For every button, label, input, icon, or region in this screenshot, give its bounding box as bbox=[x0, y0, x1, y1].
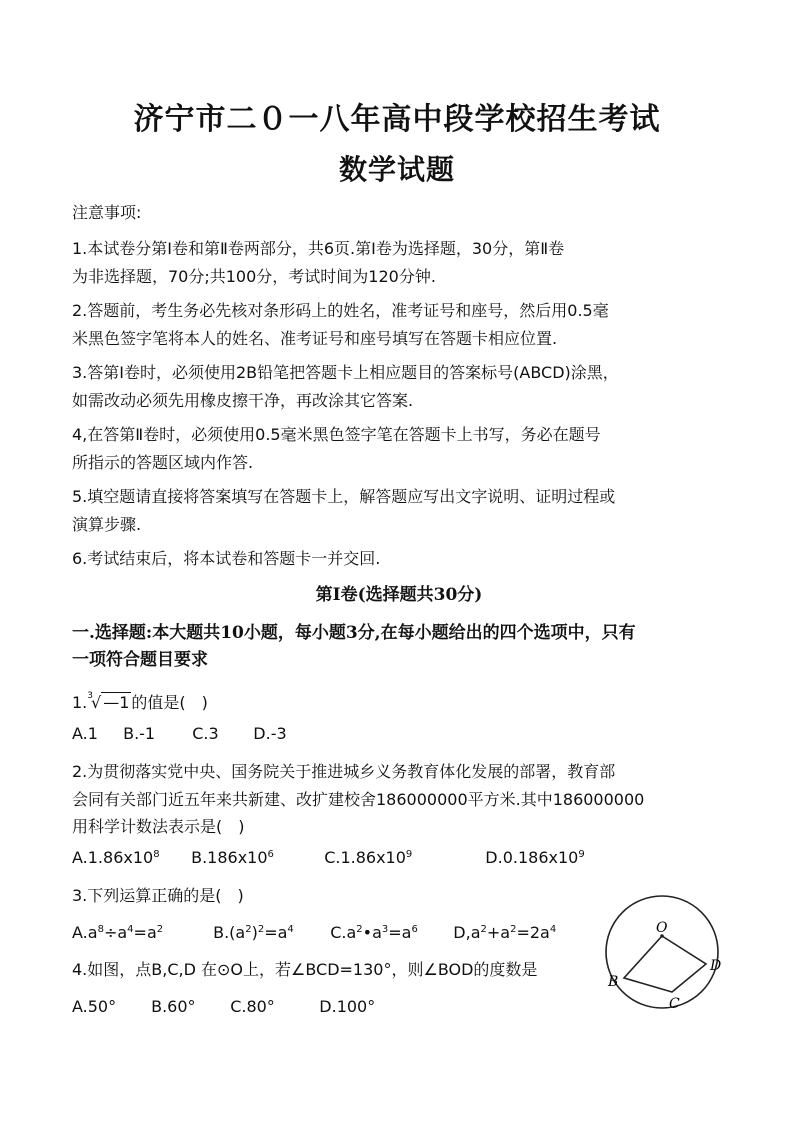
radicand: —1 bbox=[103, 693, 130, 712]
q3-option-c[interactable]: C.a2•a3=a6 bbox=[330, 917, 448, 948]
q3-a-part-3: =a bbox=[133, 923, 157, 942]
notes-heading: 注意事项: bbox=[72, 203, 142, 222]
q2-option-c-base: C.1.86x10 bbox=[324, 848, 406, 867]
q2-option-d[interactable]: D.0.186x109 bbox=[485, 842, 584, 873]
question-2-options bbox=[72, 842, 726, 873]
exam-subtitle: 数学试题 bbox=[338, 153, 455, 186]
q3-c-part-2: •a bbox=[362, 923, 382, 942]
q3-a-part-1: A.a bbox=[72, 923, 98, 942]
note-1-line-2: 为非选择题，70分;共100分，考试时间为120分钟. bbox=[72, 267, 436, 286]
root-index: 3 bbox=[87, 691, 93, 701]
question-4-stem: 4.如图，点B,C,D 在⊙O上，若∠BCD=130°，则∠BOD的度数是 bbox=[72, 960, 538, 979]
section-instruction-line-1: 一.选择题:本大题共10小题，每小题3分,在每小题给出的四个选项中，只有 bbox=[72, 623, 636, 643]
q1-option-a[interactable]: A.1 bbox=[72, 724, 98, 743]
circle-o bbox=[606, 896, 718, 1008]
q2-option-a-base: A.1.86x10 bbox=[72, 848, 154, 867]
q3-option-a[interactable]: A.a8÷a4=a2 bbox=[72, 917, 208, 948]
note-4-line-1: 4,在答第Ⅱ卷时，必须使用0.5毫米黑色签字笔在答题卡上书写，务必在题号 bbox=[72, 425, 601, 444]
question-2-line-1: 2.为贯彻落实党中央、国务院关于推进城乡义务教育体化发展的部署，教育部 bbox=[72, 762, 616, 781]
exam-title: 济宁市二０一八年高中段学校招生考试 bbox=[133, 102, 661, 137]
q3-b-part-1: B.(a bbox=[213, 923, 246, 942]
q2-option-d-base: D.0.186x10 bbox=[485, 848, 579, 867]
q1-option-d[interactable]: D.-3 bbox=[253, 724, 287, 743]
q3-b-part-3: =a bbox=[264, 923, 288, 942]
label-b: B bbox=[608, 974, 619, 990]
q3-b-part-2: ) bbox=[251, 923, 258, 942]
note-3-line-2: 如需改动必须先用橡皮擦干净，再改涂其它答案. bbox=[72, 391, 414, 410]
q4-option-b[interactable]: B.60° bbox=[151, 997, 196, 1016]
q1-option-b[interactable]: B.-1 bbox=[123, 724, 156, 743]
section-instruction-line-2: 一项符合题目要求 bbox=[72, 650, 208, 670]
q3-d-part-2: +a bbox=[486, 923, 511, 942]
note-2-line-2: 米黑色签字笔将本人的姓名、准考证号和座号填写在答题卡相应位置. bbox=[72, 329, 558, 348]
label-o: O bbox=[656, 920, 668, 936]
q3-d-part-1: D,a bbox=[453, 923, 481, 942]
q3-option-d[interactable]: D,a2+a2=2a4 bbox=[453, 917, 556, 948]
note-4-line-2: 所指示的答题区域内作答. bbox=[72, 453, 254, 472]
note-6-line-1: 6.考试结束后，将本试卷和答题卡一并交回. bbox=[72, 549, 381, 568]
note-5-line-1: 5.填空题请直接将答案填写在答题卡上，解答题应写出文字说明、证明过程或 bbox=[72, 487, 616, 506]
question-3-stem: 3.下列运算正确的是( ) bbox=[72, 886, 244, 905]
section-title: 第Ⅰ卷(选择题共30分) bbox=[315, 585, 483, 605]
circle-figure bbox=[602, 890, 732, 1015]
note-5-line-2: 演算步骤. bbox=[72, 515, 142, 534]
q3-a-part-2: ÷a bbox=[103, 923, 128, 942]
quadrilateral-obcd bbox=[624, 936, 706, 992]
question-1-options bbox=[72, 718, 726, 749]
question-1-suffix: 的值是( ) bbox=[131, 693, 208, 712]
q3-d-part-3: =2a bbox=[516, 923, 550, 942]
q2-option-c[interactable]: C.1.86x109 bbox=[324, 842, 480, 873]
cube-root-expression: $^3$√ —1 bbox=[87, 691, 130, 712]
note-2-line-1: 2.答题前，考生务必先核对条形码上的姓名，准考证号和座号，然后用0.5毫 bbox=[72, 301, 609, 320]
q3-c-part-1: C.a bbox=[330, 923, 357, 942]
note-3-line-1: 3.答第Ⅰ卷时，必须使用2B铅笔把答题卡上相应题目的答案标号(ABCD)涂黑， bbox=[72, 363, 619, 382]
label-c: C bbox=[669, 996, 680, 1012]
q3-c-part-3: =a bbox=[388, 923, 412, 942]
question-1-stem bbox=[72, 681, 726, 718]
question-1-number: 1. bbox=[72, 693, 88, 712]
note-1-line-1: 1.本试卷分第Ⅰ卷和第Ⅱ卷两部分，共6页.第Ⅰ卷为选择题，30分，第Ⅱ卷 bbox=[72, 239, 565, 258]
q4-option-c[interactable]: C.80° bbox=[230, 997, 275, 1016]
question-2-line-2: 会同有关部门近五年来共新建、改扩建校舍186000000平方米.其中186000000 bbox=[72, 790, 645, 809]
q2-option-b[interactable]: B.186x106 bbox=[191, 842, 319, 873]
q4-option-d[interactable]: D.100° bbox=[319, 997, 376, 1016]
label-d: D bbox=[710, 958, 722, 974]
q2-option-a[interactable]: A.1.86x108 bbox=[72, 842, 186, 873]
q1-option-c[interactable]: C.3 bbox=[192, 724, 219, 743]
question-2-line-3: 用科学计数法表示是( ) bbox=[72, 817, 245, 836]
q3-option-b[interactable]: B.(a2)2=a4 bbox=[213, 917, 325, 948]
q2-option-b-base: B.186x10 bbox=[191, 848, 268, 867]
q4-option-a[interactable]: A.50° bbox=[72, 997, 117, 1016]
